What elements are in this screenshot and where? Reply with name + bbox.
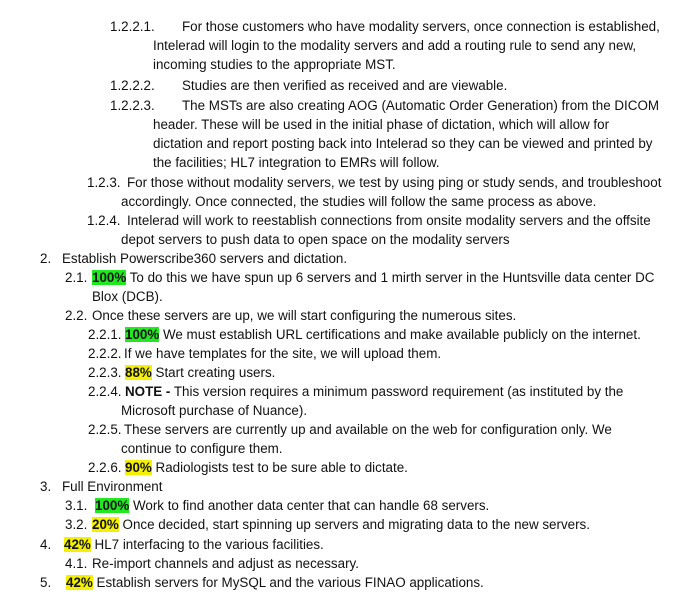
- list-item-text: [153, 56, 396, 74]
- list-item-text: [95, 497, 489, 515]
- list-number: 3.: [40, 479, 52, 494]
- list-number: 2.: [40, 251, 52, 266]
- item-text: Once these servers are up, we will start configuring the numerous sites.: [92, 308, 517, 323]
- list-item-text: [127, 174, 661, 192]
- list-item-text: [66, 574, 484, 592]
- item-text: Full Environment: [62, 479, 163, 494]
- list-item-text: [121, 193, 596, 211]
- progress-badge: 90%: [125, 460, 152, 475]
- item-text: Re-import channels and adjust as necessary.: [92, 556, 359, 571]
- list-item-text: [127, 212, 651, 230]
- item-text: continue to configure them.: [121, 441, 283, 456]
- list-item-text: [92, 269, 654, 287]
- list-item-text: [153, 154, 440, 172]
- progress-badge: 20%: [92, 517, 119, 532]
- list-item-text: [62, 478, 162, 496]
- item-text: HL7 interfacing to the various facilities.: [90, 537, 324, 552]
- list-item-text: [182, 97, 659, 115]
- list-number: 1.2.2.2.: [110, 78, 155, 93]
- list-number: 5.: [40, 575, 52, 590]
- item-text: dictation and report posting back into Intelerad so they can be viewed and printed by: [153, 136, 653, 151]
- progress-badge: 100%: [125, 327, 160, 342]
- list-number: 1.2.4.: [87, 213, 121, 228]
- list-item-text: [121, 402, 307, 420]
- list-number: 2.2.2.: [88, 346, 122, 361]
- item-text: If we have templates for the site, we will upload them.: [124, 346, 442, 361]
- list-number: 1.2.2.1.: [110, 19, 155, 34]
- progress-badge: 100%: [95, 498, 130, 513]
- list-item-text: [92, 555, 359, 573]
- list-number: 1.2.2.3.: [110, 98, 155, 113]
- list-item-text: [92, 516, 590, 534]
- list-item-text: [92, 307, 516, 325]
- item-text: We must establish URL certifications and make available publicly on the internet.: [159, 327, 641, 342]
- list-item-text: [64, 536, 324, 554]
- item-text: depot servers to push data to open space on the modality servers: [121, 232, 510, 247]
- list-item-text: [62, 250, 347, 268]
- item-text: Studies are then verified as received and are viewable.: [182, 78, 508, 93]
- list-number: 2.2.4.: [88, 384, 122, 399]
- item-text: Work to find another data center that can handle 68 servers.: [129, 498, 490, 513]
- item-text: The MSTs are also creating AOG (Automatic Order Generation) from the DICOM: [182, 98, 660, 113]
- list-item-text: [153, 116, 609, 134]
- progress-badge: 100%: [92, 270, 127, 285]
- item-text: Blox (DCB).: [92, 289, 163, 304]
- item-text: Microsoft purchase of Nuance).: [121, 403, 308, 418]
- list-item-text: [121, 231, 510, 249]
- progress-badge: 42%: [64, 537, 91, 552]
- item-text: Intelerad will work to reestablish connections from onsite modality servers and the offsite: [127, 213, 651, 228]
- list-number: 2.1.: [65, 270, 88, 285]
- item-text: incoming studies to the appropriate MST.: [153, 57, 396, 72]
- list-number: 3.2.: [65, 517, 88, 532]
- list-item-text: [125, 364, 275, 382]
- item-text: To do this we have spun up 6 servers and 1 mirth server in the Huntsville data center DC: [126, 270, 655, 285]
- item-text: Establish servers for MySQL and the various FINAO applications.: [92, 575, 484, 590]
- list-number: 2.2.3.: [88, 365, 122, 380]
- list-item-text: [182, 77, 507, 95]
- progress-badge: 42%: [66, 575, 93, 590]
- list-number: 4.: [40, 537, 52, 552]
- item-text: Start creating users.: [151, 365, 276, 380]
- list-item-text: [153, 37, 636, 55]
- list-item-text: [92, 288, 163, 306]
- item-text: These servers are currently up and available on the web for configuration only. We: [124, 422, 612, 437]
- list-item-text: [125, 326, 641, 344]
- progress-badge: 88%: [125, 365, 152, 380]
- list-item-text: [125, 459, 408, 477]
- item-text: Intelerad will login to the modality servers and add a routing rule to send any new,: [153, 38, 637, 53]
- item-text: Establish Powerscribe360 servers and dictation.: [62, 251, 348, 266]
- list-item-text: [124, 421, 612, 439]
- list-item-text: [124, 345, 441, 363]
- list-item-text: [182, 18, 660, 36]
- list-number: 2.2.: [65, 308, 88, 323]
- list-number: 2.2.1.: [88, 327, 122, 342]
- list-number: 2.2.5.: [88, 422, 122, 437]
- item-text: Once decided, start spinning up servers and migrating data to the new servers.: [118, 517, 590, 532]
- item-text: This version requires a minimum password requirement (as instituted by the: [170, 384, 624, 399]
- item-text: header. These will be used in the initial phase of dictation, which will allow for: [153, 117, 610, 132]
- note-label: NOTE -: [125, 384, 171, 399]
- item-text: For those without modality servers, we test by using ping or study sends, and troubleshoot: [127, 175, 662, 190]
- list-item-text: [121, 440, 283, 458]
- item-text: Radiologists test to be sure able to dictate.: [151, 460, 408, 475]
- list-number: 2.2.6.: [88, 460, 122, 475]
- list-item-text: [125, 383, 623, 401]
- item-text: the facilities; HL7 integration to EMRs will follow.: [153, 155, 440, 170]
- list-number: 1.2.3.: [87, 175, 121, 190]
- item-text: For those customers who have modality servers, once connection is established,: [182, 19, 660, 34]
- list-number: 3.1.: [65, 498, 88, 513]
- item-text: accordingly. Once connected, the studies will follow the same process as above.: [121, 194, 597, 209]
- list-number: 4.1.: [65, 556, 88, 571]
- list-item-text: [153, 135, 653, 153]
